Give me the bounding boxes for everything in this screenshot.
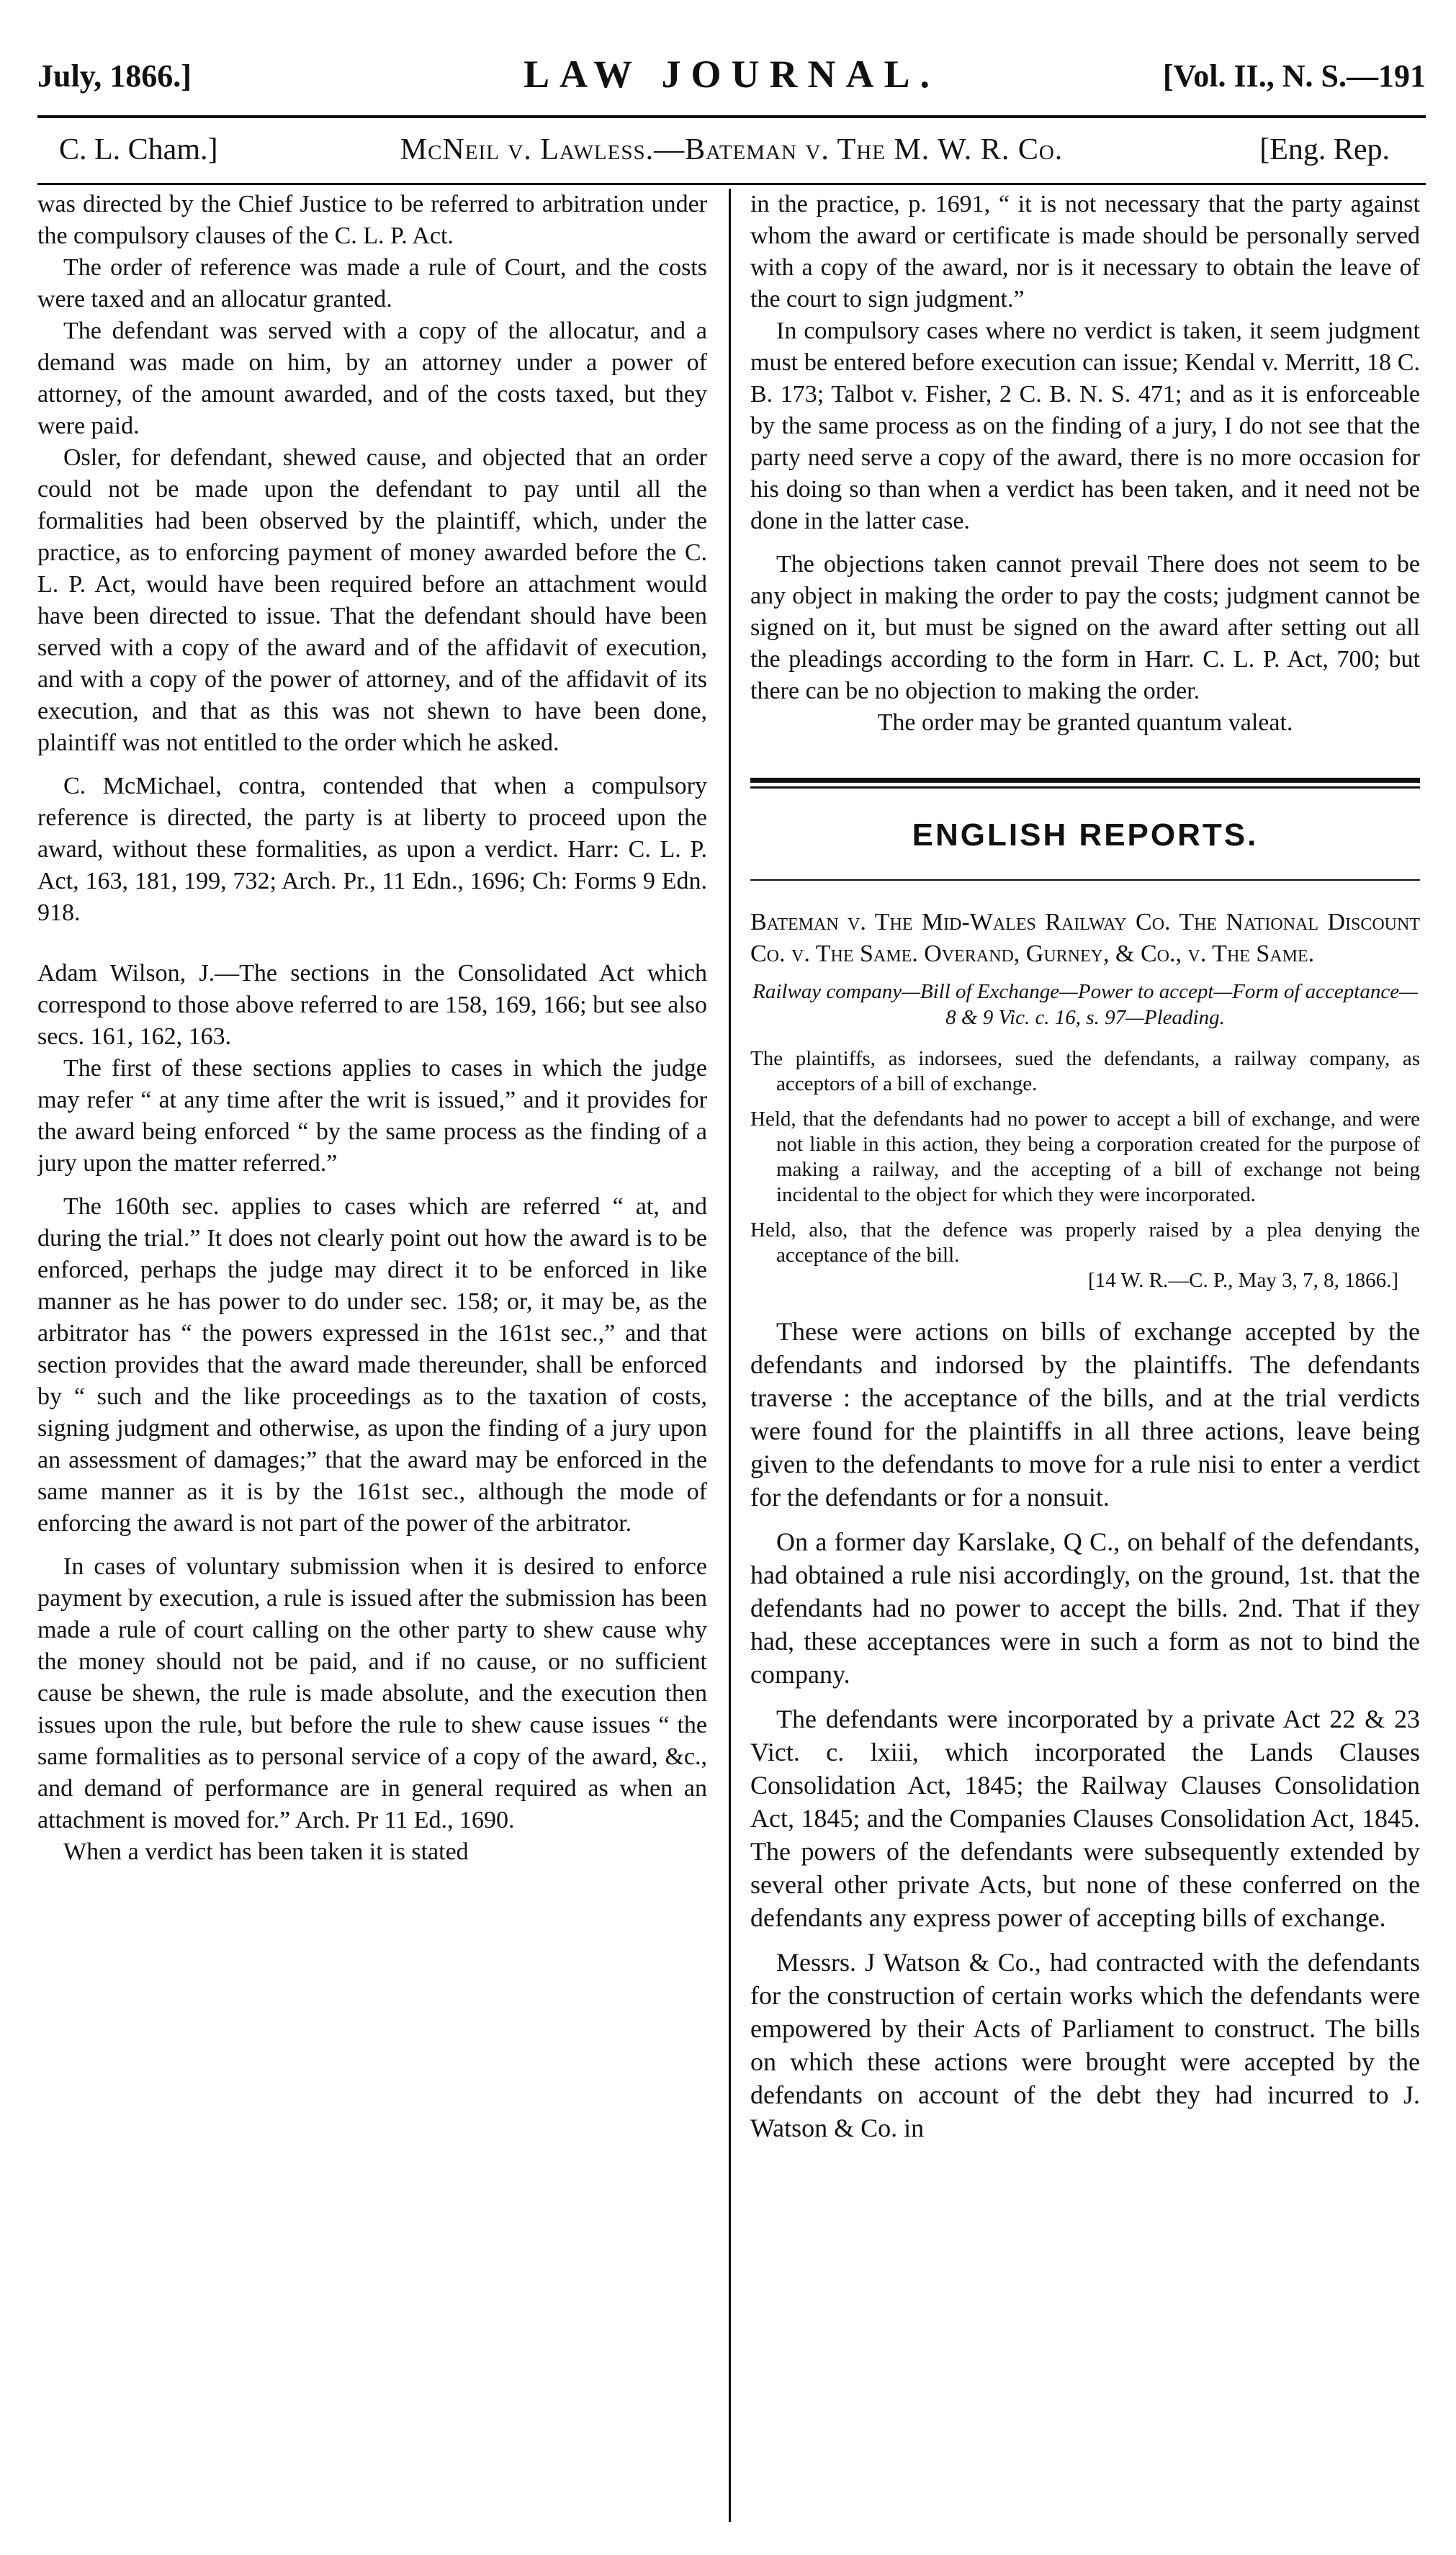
running-head-volume: [Vol. II., N. S.—191: [1162, 58, 1426, 94]
left-paragraph: When a verdict has been taken it is stated: [63, 1838, 469, 1865]
section-title: ENGLISH REPORTS.: [912, 817, 1259, 853]
right-paragraph: In compulsory cases where no verdict is taken, it seem judgment must be entered before execution can issue; Kendal v. Merritt, 18 C. B. 173; Talbot v. Fisher, 2 C. B. N. S. 471; and as it is enforceable by the same process as on the finding of a jury, I do not see that the party need serve a copy of the award, there is no more occasion for his doing so than when a verdict has been taken, and it need not be done in the latter case.: [750, 318, 1420, 534]
right-paragraph: The defendants were incorporated by a private Act 22 & 23 Vict. c. lxiii, which incorporated the Lands Clauses Consolidation Act, 1845; the Railway Clauses Consolidation Act, 1845; and the Companies Clauses Consolidation Act, 1845. The powers of the defendants were subsequently extended by several other private Acts, but none of these conferred on the defendants any express power of accepting bills of exchange.: [750, 1705, 1420, 1932]
case-head-report: [Eng. Rep.: [1259, 133, 1390, 166]
english-case-body: [750, 1315, 1420, 2145]
section-rule: [750, 879, 1420, 881]
order-line: The order may be granted quantum valeat.: [877, 709, 1293, 736]
left-paragraph: The order of reference was made a rule of Court, and the costs were taxed and an allocatur granted.: [37, 254, 707, 313]
running-head-date: July, 1866.]: [37, 58, 192, 94]
running-head-title: LAW JOURNAL.: [523, 53, 940, 96]
case-head-title: McNeil v. Lawless.—Bateman v. The M. W. R. Co.: [400, 133, 1064, 166]
right-paragraph: Messrs. J Watson & Co., had contracted with the defendants for the construction of certain works which the defendants were empowered by their Acts of Parliament to construct. The bills on which these actions were brought were accepted by the defendants on account of the debt they had incurred to J. Watson & Co. in: [750, 1948, 1420, 2142]
english-case-keywords: Railway company—Bill of Exchange—Power to accept—Form of acceptance—8 & 9 Vic. c. 16, s. 97—Pleading.: [752, 980, 1418, 1029]
case-head-court: C. L. Cham.]: [59, 133, 218, 166]
headnote: Held, that the defendants had no power to accept a bill of exchange, and were not liable in this action, they being a corporation created for the purpose of making a railway, and the accepting of a bill of exchange not being incidental to the object for which they were incorporated.: [750, 1108, 1420, 1206]
english-case-title: Bateman v. The Mid-Wales Railway Co. The National Discount Co. v. The Same. Overand, Gurney, & Co., v. The Same.: [750, 909, 1420, 967]
left-paragraph: The defendant was served with a copy of the allocatur, and a demand was made on him, by an attorney under a power of attorney, of the amount awarded, and of the costs taxed, but they were paid.: [37, 318, 707, 439]
running-head: [37, 50, 1426, 115]
journal-page: [37, 50, 1426, 2528]
left-paragraph: C. McMichael, contra, contended that when a compulsory reference is directed, the party is at liberty to proceed upon the award, without these formalities, as upon a verdict. Harr: C. L. P. Act, 163, 181, 199, 732; Arch. Pr., 11 Edn., 1696; Ch: Forms 9 Edn. 918.: [37, 773, 707, 926]
case-head: [37, 118, 1426, 183]
left-paragraph: was directed by the Chief Justice to be referred to arbitration under the compulsory clauses of the C. L. P. Act.: [37, 191, 707, 249]
judgment-opening: Adam Wilson, J.—The sections in the Consolidated Act which correspond to those above referred to are 158, 169, 166; but see also secs. 161, 162, 163.: [37, 960, 707, 1050]
right-paragraph: These were actions on bills of exchange accepted by the defendants and indorsed by the plaintiffs. The defendants traverse : the acceptance of the bills, and at the trial verdicts were found for the plaintiffs in all three actions, leave being given to the defendants to move for a rule nisi to enter a verdict for the defendants or for a nonsuit.: [750, 1317, 1420, 1512]
column-rule: [729, 189, 731, 2522]
text-columns: [37, 189, 1426, 2522]
case-citation: [14 W. R.—C. P., May 3, 7, 8, 1866.]: [1087, 1269, 1398, 1292]
right-paragraph: On a former day Karslake, Q C., on behalf of the defendants, had obtained a rule nisi accordingly, on the ground, 1st. that the defendants had no power to accept the bills. 2nd. That if they had, these acceptances were in such a form as not to bind the company.: [750, 1527, 1420, 1689]
left-paragraph: The first of these sections applies to cases in which the judge may refer “ at any time after the writ is issued,” and it provides for the award being enforced “ by the same process as the finding of a jury upon the matter referred.”: [37, 1055, 707, 1177]
left-paragraph: Osler, for defendant, shewed cause, and objected that an order could not be made upon the defendant to pay until all the formalities had been observed by the plaintiff, which, under the practice, as to enforcing payment of money awarded before the C. L. P. Act, would have been required before an attachment would have been directed to issue. That the defendant should have been served with a copy of the award and of the affidavit of execution, and with a copy of the power of attorney, and of the affidavit of its execution, and that as this was not shewn to have been done, plaintiff was not entitled to the order which he asked.: [37, 444, 707, 756]
right-paragraph: The objections taken cannot prevail There does not seem to be any object in making the order to pay the costs; judgment cannot be signed on it, but must be signed on the award after setting out all the pleadings according to the form in Harr. C. L. P. Act, 700; but there can be no objection to making the order.: [750, 551, 1420, 704]
section-divider: [750, 778, 1420, 789]
case-head-rule: [37, 183, 1426, 185]
headnote: Held, also, that the defence was properly raised by a plea denying the acceptance of the bill.: [750, 1218, 1420, 1267]
right-column: [750, 189, 1420, 2522]
right-paragraph: in the practice, p. 1691, “ it is not necessary that the party against whom the award or certificate is made should be personally served with a copy of the award, nor is it necessary to obtain the leave of the court to sign judgment.”: [750, 191, 1420, 313]
headnote: The plaintiffs, as indorsees, sued the defendants, a railway company, as acceptors of a bill of exchange.: [750, 1047, 1420, 1095]
left-paragraph: In cases of voluntary submission when it is desired to enforce payment by execution, a rule is issued after the submission has been made a rule of court calling on the other party to shew cause why the money should not be paid, and if no cause, or no sufficient cause be shewn, the rule is made absolute, and the execution then issues upon the rule, but before the rule to shew cause issues “ the same formalities as to personal service of a copy of the award, &c., and demand of performance are in general required as when an attachment is moved for.” Arch. Pr 11 Ed., 1690.: [37, 1553, 707, 1833]
left-paragraph: The 160th sec. applies to cases which are referred “ at, and during the trial.” It does not clearly point out how the award is to be enforced, perhaps the judge may direct it to be enforced in like manner as he has power to do under sec. 158; or, it may be, as the arbitrator has “ the powers expressed in the 161st sec.,” and that section provides that the award made thereunder, shall be enforced by “ such and the like proceedings as to the taxation of costs, signing judgment and otherwise, as upon the finding of a jury upon an assessment of damages;” that the award may be enforced in the same manner as it is by the 161st sec., although the mode of enforcing the award is not part of the power of the arbitrator.: [37, 1193, 707, 1537]
left-column: [37, 189, 707, 2522]
